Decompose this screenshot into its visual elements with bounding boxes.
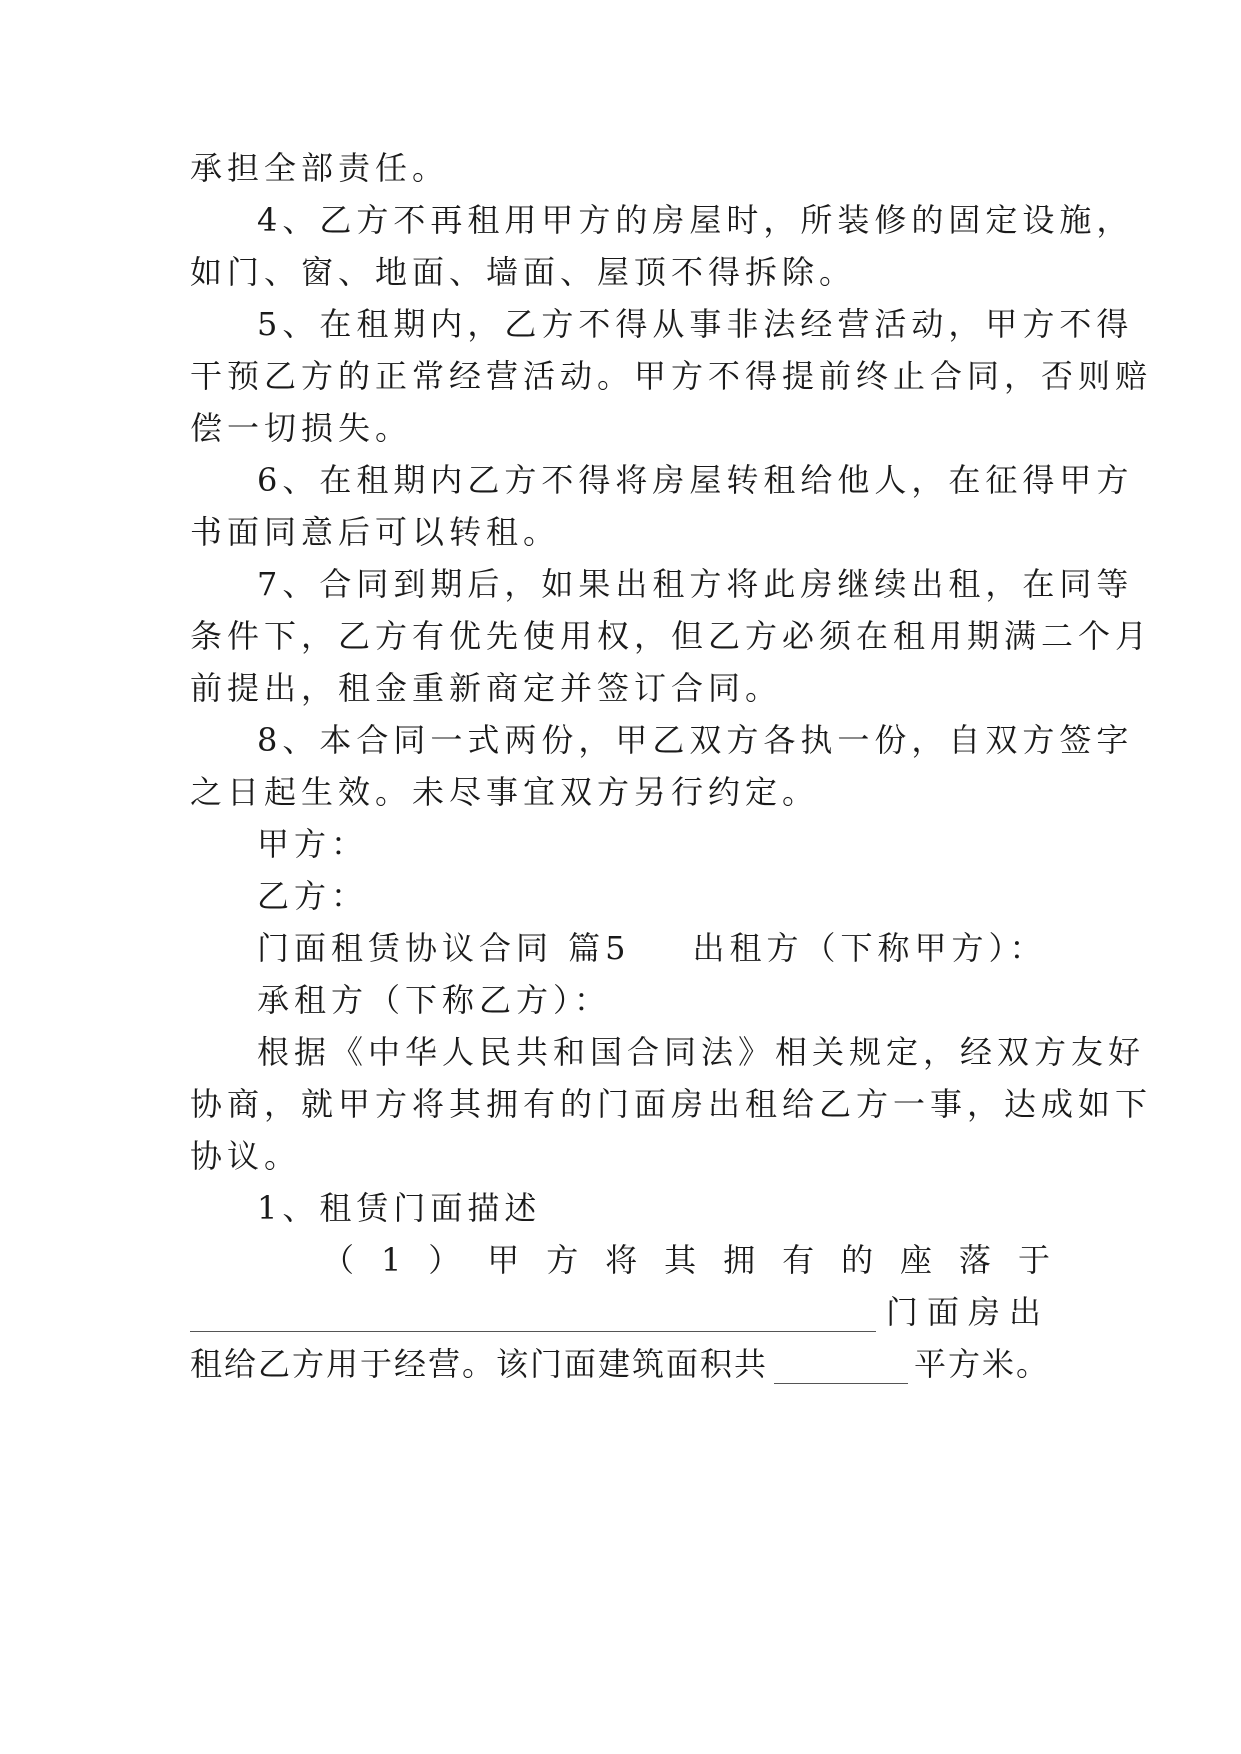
- justified-char: （: [322, 1241, 355, 1279]
- justified-char: 的: [841, 1241, 874, 1279]
- preamble-line-1: 根据《中华人民共和国合同法》相关规定，经双方友好: [257, 1033, 1146, 1071]
- clause-8-line-1: 8、本合同一式两份，甲乙双方各执一份，自双方签字: [257, 721, 1134, 759]
- section-title: 门面租赁协议合同 篇5: [257, 929, 631, 967]
- area-prefix-text: 租给乙方用于经营。该门面建筑面积共: [190, 1345, 769, 1383]
- clause-5-line-1: 5、在租期内，乙方不得从事非法经营活动，甲方不得: [257, 305, 1134, 343]
- preamble-line-2: 协商，就甲方将其拥有的门面房出租给乙方一事，达成如下: [190, 1085, 1153, 1123]
- clause-7-line-3: 前提出，租金重新商定并签订合同。: [190, 669, 783, 707]
- article-1-item-1-line-3: [190, 1344, 1050, 1384]
- justified-char: 1: [380, 1241, 402, 1279]
- preamble-line-3: 协议。: [190, 1137, 302, 1175]
- clause-4-line-2: 如门、窗、地面、墙面、屋顶不得拆除。: [190, 253, 857, 291]
- area-blank: [774, 1357, 908, 1384]
- justified-char: 其: [664, 1241, 697, 1279]
- article-1-item-1-line-2: [190, 1292, 1050, 1332]
- party-a-signature-label: 甲方：: [257, 825, 369, 863]
- location-blank: [190, 1305, 876, 1332]
- clause-7-line-1: 7、合同到期后，如果出租方将此房继续出租，在同等: [257, 565, 1134, 603]
- clause-7-line-2: 条件下，乙方有优先使用权，但乙方必须在租用期满二个月: [190, 617, 1153, 655]
- clause-5-line-2: 干预乙方的正常经营活动。甲方不得提前终止合同，否则赔: [190, 357, 1153, 395]
- justified-char: 有: [782, 1241, 815, 1279]
- clause-6-line-2: 书面同意后可以转租。: [190, 513, 561, 551]
- section-heading-line: [257, 928, 1050, 968]
- justified-char: ）: [428, 1241, 461, 1279]
- clause-4-line-1: 4、乙方不再租用甲方的房屋时，所装修的固定设施，: [257, 201, 1134, 239]
- justified-char: 落: [959, 1241, 992, 1279]
- lessor-label: 出租方（下称甲方）：: [692, 929, 1047, 967]
- lessee-label: 承租方（下称乙方）：: [257, 981, 612, 1019]
- article-1-heading: 1、租赁门面描述: [257, 1189, 542, 1227]
- clause-8-line-2: 之日起生效。未尽事宜双方另行约定。: [190, 773, 820, 811]
- justified-char: 于: [1017, 1241, 1050, 1279]
- justified-char: 将: [605, 1241, 638, 1279]
- justified-char: 甲: [487, 1241, 520, 1279]
- party-b-signature-label: 乙方：: [257, 877, 369, 915]
- justified-char: 拥: [723, 1241, 756, 1279]
- article-1-item-1-line-1: [322, 1240, 1050, 1280]
- location-tail-text: 门面房出: [885, 1293, 1050, 1331]
- text-line: 承担全部责任。: [190, 149, 450, 187]
- clause-6-line-1: 6、在租期内乙方不得将房屋转租给他人，在征得甲方: [257, 461, 1134, 499]
- justified-char: 座: [900, 1241, 933, 1279]
- area-unit-text: 平方米。: [913, 1345, 1050, 1383]
- clause-5-line-3: 偿一切损失。: [190, 409, 413, 447]
- justified-char: 方: [546, 1241, 579, 1279]
